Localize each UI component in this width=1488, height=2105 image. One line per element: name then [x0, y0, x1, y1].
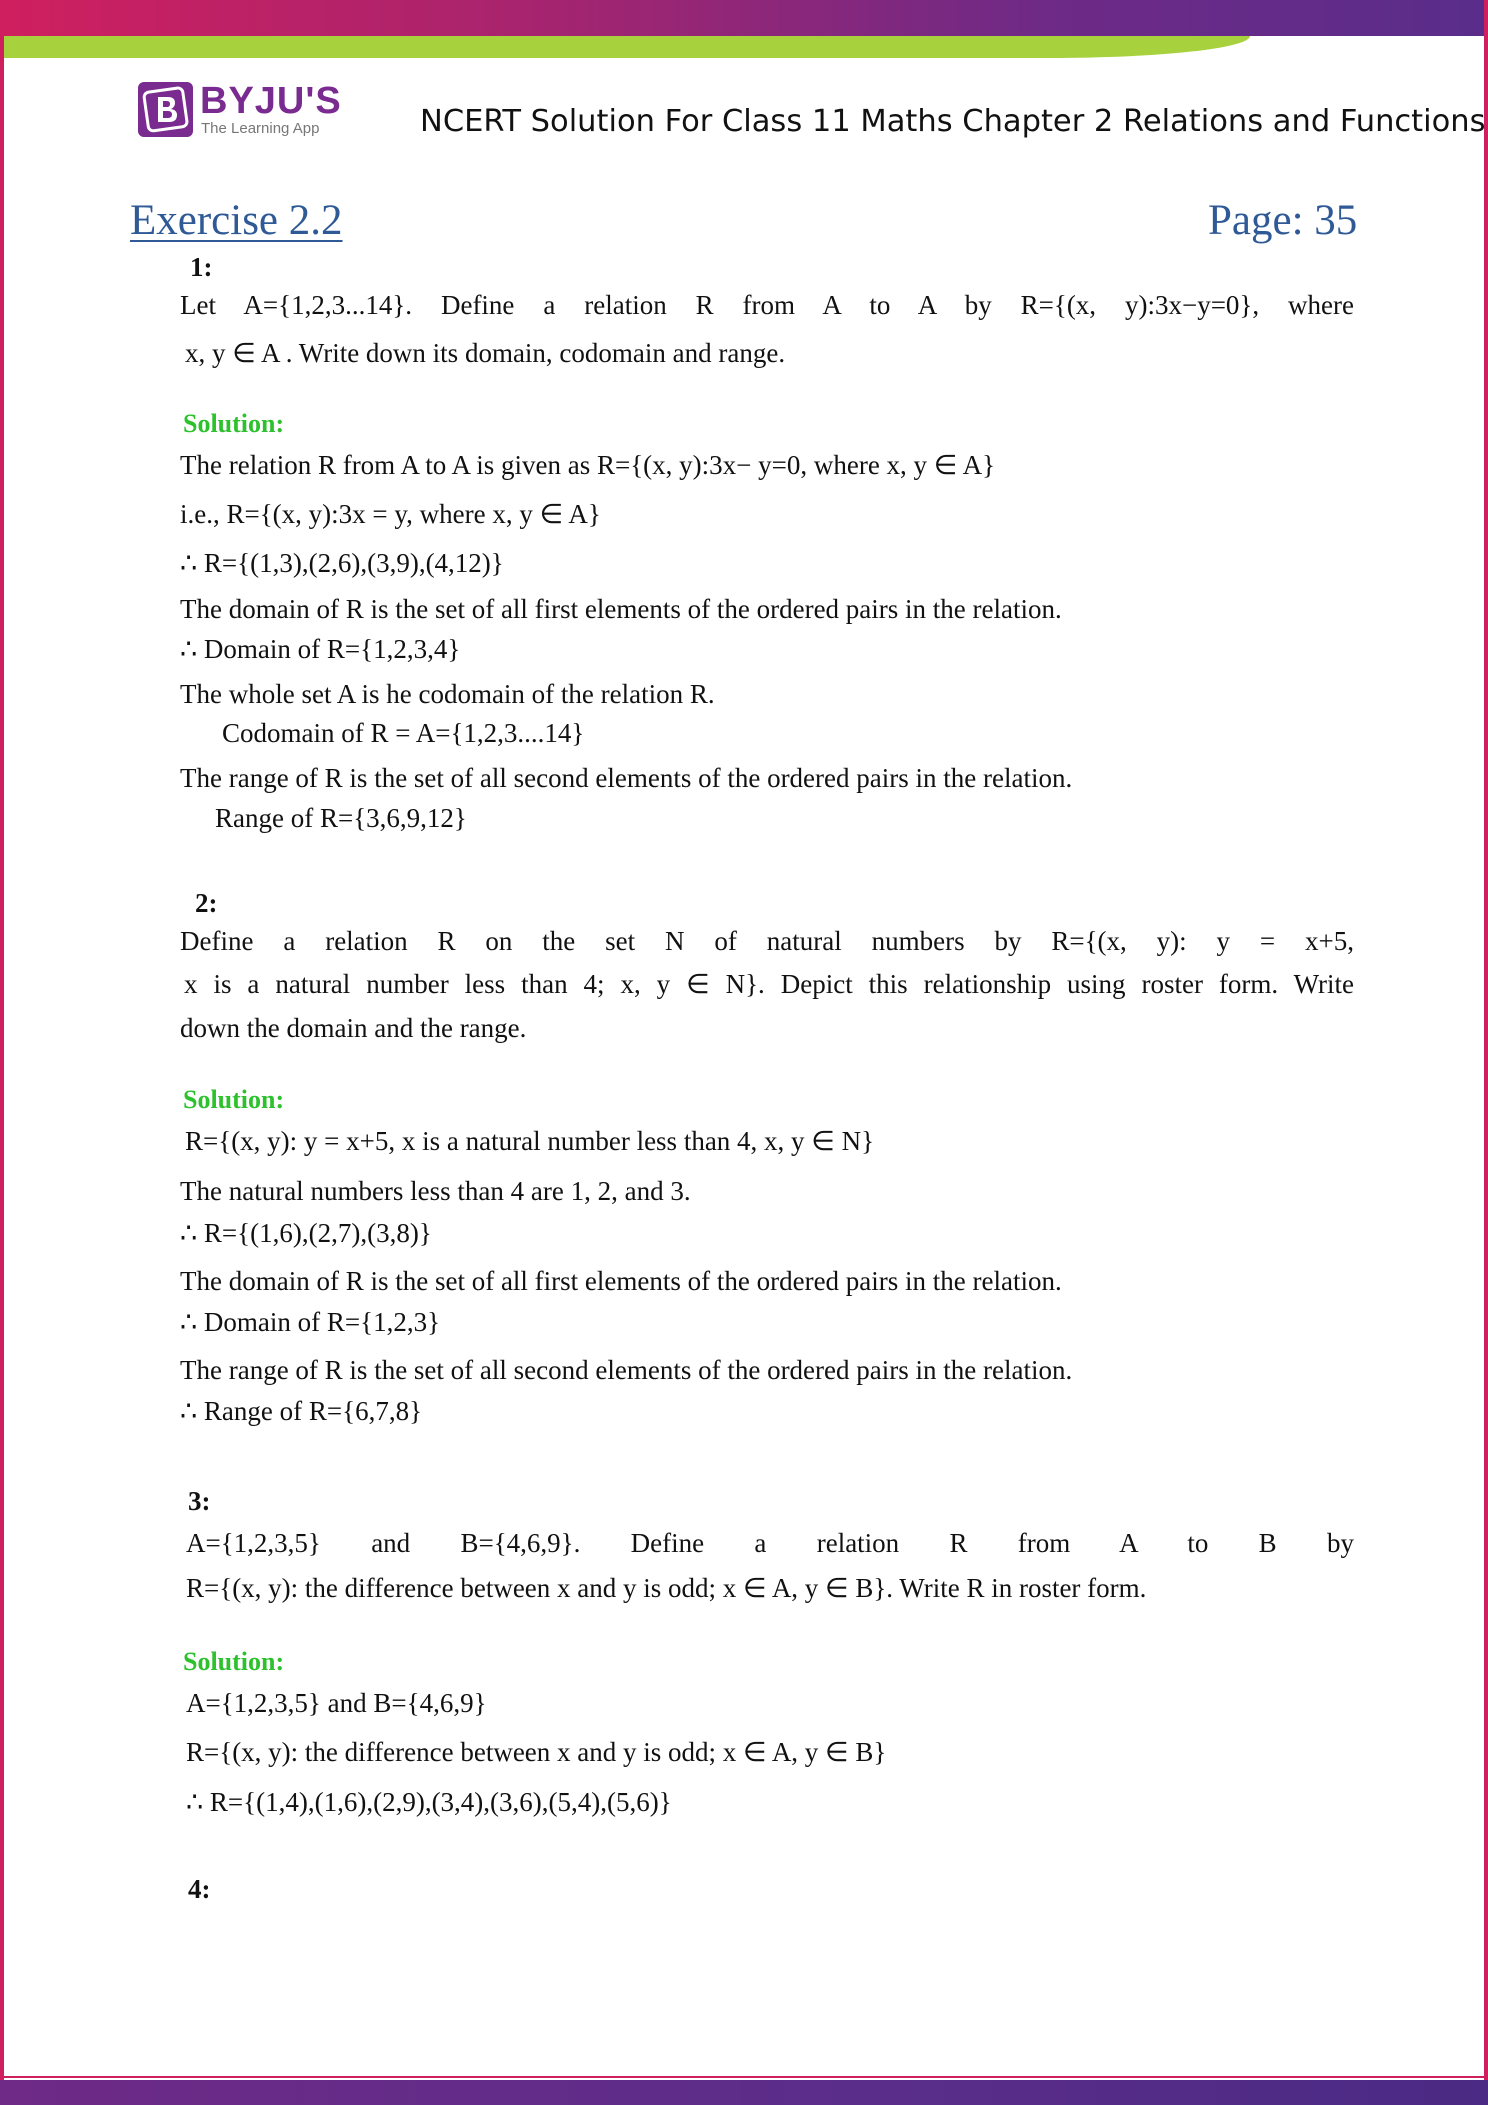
exercise-title: Exercise 2.2 — [130, 197, 343, 244]
solution-line: The domain of R is the set of all first elements of the ordered pairs in the relation. — [180, 1266, 1062, 1296]
question-text: A={1,2,3,5} and B={4,6,9}. Define a relation R from A to B by — [186, 1528, 1354, 1558]
solution-line: The relation R from A to A is given as R={(x, y):3x− y=0, where x, y ∈ A} — [180, 450, 996, 480]
solution-line: R={(x, y): y = x+5, x is a natural number less than 4, x, y ∈ N} — [185, 1126, 875, 1156]
logo-b-icon — [138, 82, 193, 137]
solution-line: i.e., R={(x, y):3x = y, where x, y ∈ A} — [180, 499, 601, 529]
logo-brand-text: BYJU'S — [200, 80, 342, 122]
solution-line: ∴ Domain of R={1,2,3,4} — [180, 634, 461, 664]
solution-line: ∴ R={(1,4),(1,6),(2,9),(3,4),(3,6),(5,4),(5,6)} — [186, 1787, 672, 1817]
document-title: NCERT Solution For Class 11 Maths Chapter 2 Relations and Functions — [420, 104, 1486, 139]
question-text: R={(x, y): the difference between x and y is odd; x ∈ A, y ∈ B}. Write R in roster form. — [186, 1573, 1147, 1603]
solution-line: The natural numbers less than 4 are 1, 2, and 3. — [180, 1176, 691, 1206]
solution-label: Solution: — [183, 1647, 285, 1676]
solution-line: ∴ R={(1,6),(2,7),(3,8)} — [180, 1218, 432, 1248]
page-border-right — [1484, 0, 1488, 2105]
question-text: x is a natural number less than 4; x, y ∈ N}. Depict this relationship using roster form. Write — [184, 969, 1354, 999]
question-number: 4: — [188, 1874, 211, 1904]
question-text: x, y ∈ A . Write down its domain, codomain and range. — [185, 338, 786, 368]
solution-line: The whole set A is he codomain of the relation R. — [180, 679, 715, 709]
question-number: 1: — [190, 252, 213, 282]
byjus-logo — [138, 80, 353, 140]
solution-label: Solution: — [183, 1085, 285, 1114]
header-accent-band — [0, 36, 1250, 58]
solution-line: Codomain of R = A={1,2,3....14} — [222, 718, 585, 748]
footer-divider — [0, 2076, 1488, 2078]
solution-line: The range of R is the set of all second elements of the ordered pairs in the relation. — [180, 763, 1073, 793]
question-text: Define a relation R on the set N of natural numbers by R={(x, y): y = x+5, — [180, 926, 1354, 956]
question-text: down the domain and the range. — [180, 1013, 527, 1043]
solution-line: ∴ Domain of R={1,2,3} — [180, 1307, 441, 1337]
page-number: Page: 35 — [1208, 197, 1358, 244]
solution-label: Solution: — [183, 409, 285, 438]
logo-tagline: The Learning App — [201, 120, 320, 137]
question-text: Let A={1,2,3...14}. Define a relation R from A to A by R={(x, y):3x−y=0}, where — [180, 290, 1354, 320]
question-number: 3: — [188, 1486, 211, 1516]
solution-line: The domain of R is the set of all first elements of the ordered pairs in the relation. — [180, 594, 1062, 624]
solution-line: R={(x, y): the difference between x and y is odd; x ∈ A, y ∈ B} — [186, 1737, 887, 1767]
question-number: 2: — [195, 888, 218, 918]
footer-bar — [0, 2080, 1488, 2105]
solution-line: The range of R is the set of all second elements of the ordered pairs in the relation. — [180, 1355, 1073, 1385]
solution-line: A={1,2,3,5} and B={4,6,9} — [186, 1688, 487, 1718]
header-top-bar — [0, 0, 1488, 36]
solution-line: Range of R={3,6,9,12} — [215, 803, 467, 833]
page-border-left — [0, 0, 4, 2105]
solution-line: ∴ R={(1,3),(2,6),(3,9),(4,12)} — [180, 548, 504, 578]
solution-line: ∴ Range of R={6,7,8} — [180, 1396, 423, 1426]
